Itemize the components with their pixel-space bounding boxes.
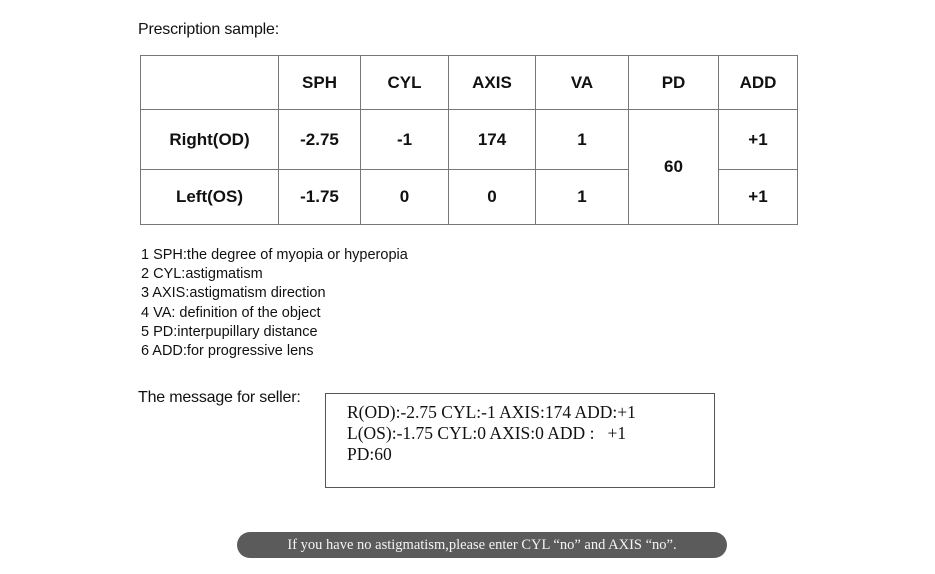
table-row-right-eye — [141, 110, 798, 170]
cell-va: 1 — [536, 170, 629, 225]
header-cell-add: ADD — [719, 56, 798, 110]
astigmatism-note: If you have no astigmatism,please enter CYL “no” and AXIS “no”. — [237, 532, 727, 558]
legend-notes — [141, 246, 408, 361]
prescription-table — [140, 55, 798, 225]
note-item: 5 PD:interpupillary distance — [141, 323, 318, 340]
header-cell-va: VA — [536, 56, 629, 110]
row-label: Left(OS) — [141, 170, 279, 225]
cell-axis: 0 — [449, 170, 536, 225]
message-line: L(OS):-1.75 CYL:0 AXIS:0 ADD : +1 — [347, 423, 627, 443]
cell-axis: 174 — [449, 110, 536, 170]
cell-sph: -1.75 — [279, 170, 361, 225]
cell-add: +1 — [719, 170, 798, 225]
table-header-row — [141, 56, 798, 110]
message-line: R(OD):-2.75 CYL:-1 AXIS:174 ADD:+1 — [347, 402, 636, 422]
message-line: PD:60 — [347, 444, 392, 464]
header-cell-axis: AXIS — [449, 56, 536, 110]
note-item: 3 AXIS:astigmatism direction — [141, 285, 326, 302]
note-item: 1 SPH:the degree of myopia or hyperopia — [141, 247, 408, 263]
page-title: Prescription sample: — [138, 21, 279, 38]
seller-message-box — [325, 393, 715, 488]
header-cell-empty — [141, 56, 279, 110]
cell-add: +1 — [719, 110, 798, 170]
cell-cyl: -1 — [361, 110, 449, 170]
header-cell-pd: PD — [629, 56, 719, 110]
note-item: 4 VA: definition of the object — [141, 304, 321, 321]
header-cell-sph: SPH — [279, 56, 361, 110]
row-label: Right(OD) — [141, 110, 279, 170]
header-cell-cyl: CYL — [361, 56, 449, 110]
cell-cyl: 0 — [361, 170, 449, 225]
note-item: 6 ADD:for progressive lens — [141, 343, 314, 360]
note-item: 2 CYL:astigmatism — [141, 266, 263, 283]
cell-va: 1 — [536, 110, 629, 170]
cell-sph: -2.75 — [279, 110, 361, 170]
cell-pd: 60 — [629, 110, 719, 225]
message-label: The message for seller: — [138, 389, 301, 406]
